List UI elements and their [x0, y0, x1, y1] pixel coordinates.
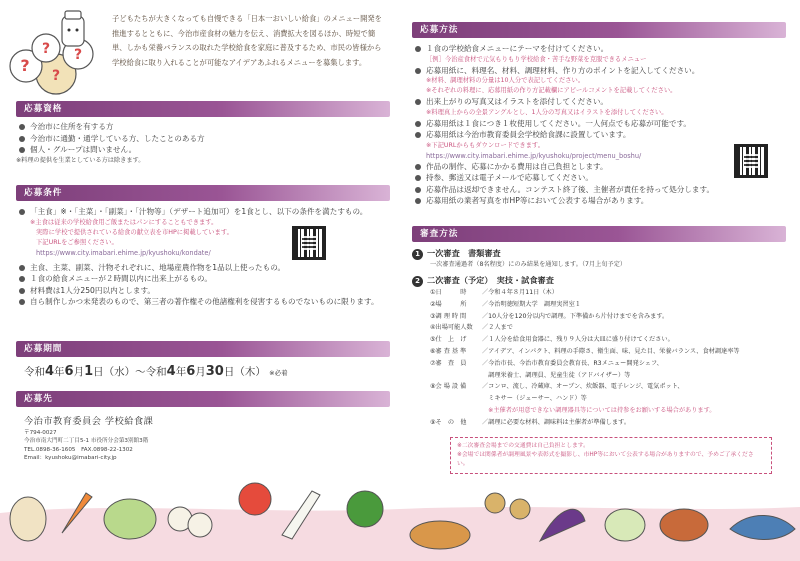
list-item: 持参、郵送又は電子メールで応募してください。: [412, 172, 786, 184]
review-notes-box: ※二次審査会場までの交通費は自己負担とします。 ※会場では関係者が調理風景や表彰式を撮影し、市HP等において公表する場合がありますので、予めご了承ください。: [450, 437, 772, 474]
list-item: 個人・グループは問いません。: [16, 144, 390, 156]
table-row: ⑨そ の 他 ／調理に必要な材料、調味料は主催者が準備します。: [430, 418, 631, 426]
list-item: １食の学校給食メニューにテーマを付けてください。 ［例］今治産食材で元気もりもり学校給食・苦手な野菜を克服できるメニュー: [412, 43, 786, 65]
list-item: 応募用紙に、料理名、材料、調理材料、作り方のポイントを記入してください。 ※材料、調理材料の分量は10人分で表記してください。 ※それぞれの料理に、応募用紙の作り方記載欄にアピールコメントを記載してください。: [412, 65, 786, 97]
menu-url-link[interactable]: https://www.city.imabari.ehime.jp/kyushoku/kondate/: [36, 248, 211, 257]
form-url-link[interactable]: https://www.city.imabari.ehime.jp/kyushoku/project/menu_boshu/: [426, 151, 642, 160]
conditions-note: 下記URLをご参照ください。: [36, 238, 118, 246]
review-section: [412, 247, 786, 429]
eligibility-note: ※料理の提供を生業としている方は除きます。: [16, 156, 145, 164]
review-step-1: 1 一次審査 書類審査: [412, 247, 786, 260]
qr-code-icon[interactable]: [292, 226, 326, 260]
table-row: ミキサー（ジューサー、ハンド）等: [482, 395, 587, 403]
list-item: 応募用紙は１食につき１枚使用してください。一人何点でも応募が可能です。: [412, 118, 786, 130]
table-row: ⑥審 査 基 準 ／アイデア、インパクト、料理の手際さ、衛生面、味、見た目、栄養バランス、食材調達率等: [430, 347, 740, 355]
list-item: 材料費は1人分250円以内とします。: [16, 285, 390, 297]
svg-text:?: ?: [20, 56, 30, 75]
svg-text:?: ?: [41, 41, 51, 57]
period-note: ※必着: [269, 369, 288, 377]
contact-phone: TEL.0898-36-1605 FAX.0898-22-1302: [24, 446, 133, 453]
intro-text: 子どもたちが大きくなっても自慢できる「日本一おいしい給食」のメニュー開発を推進するとともに、今治市産食材の魅力を伝え、消費拡大を図るほか、時短で簡単、しかも栄養バランスの取れた学校給食を家庭に普及するため、市民の皆様から学校給食に取り入れることが可能なアイデアあふれるメニューを募集します。: [112, 14, 382, 67]
contact-section: [24, 413, 398, 463]
table-row: ⑦審 査 員 ／今治市長、今治市教育委員会教育長、R3メニュー開発シェフ、: [430, 359, 663, 367]
mascot-illustration: [6, 8, 106, 96]
eligibility-header: 応募資格: [16, 101, 390, 117]
review-details: [412, 287, 786, 429]
conditions-section: [16, 206, 390, 308]
apply-header: 応募方法: [412, 22, 786, 38]
table-row: ①日 時 ／令和４年８月11日（木）: [430, 289, 558, 296]
table-row: ⑧会 場 設 備 ／コンロ、流し、冷蔵庫、オーブン、炊飯器、電子レンジ、電気ポット、: [430, 383, 684, 391]
svg-text:?: ?: [73, 47, 83, 63]
table-row: ④出場可能人数 ／２人まで: [430, 324, 513, 332]
list-item: 応募用紙の業者写真を市HP等において公表する場合があります。: [412, 195, 786, 207]
review-header: 審査方法: [412, 226, 786, 242]
table-row: 調理栄養士、調理員、児童生徒（アドバイザー）等: [482, 371, 631, 379]
qr-code-icon[interactable]: [734, 144, 768, 178]
table-row: ※主催者が用意できない調理器具等については持参をお願いする場合があります。: [482, 406, 716, 414]
contact-header: 応募先: [16, 391, 390, 407]
list-item: 応募作品は返却できません。コンテスト終了後、主催者が責任を持って処分します。: [412, 184, 786, 196]
conditions-note: 実際に学校で提供されている給食の献立表を市HPに掲載しています。: [36, 228, 233, 236]
svg-text:?: ?: [51, 68, 61, 84]
contact-org: 今治市教育委員会 学校給食課: [24, 416, 154, 427]
list-item: 出来上がりの写真又はイラストを添付してください。 ※料理真上からの全景アングルとし、1人分の写真又はイラストを添付してください。: [412, 96, 786, 118]
contact-email[interactable]: Email：kyushoku@imabari-city.jp: [24, 455, 117, 462]
list-item: 作品の制作、応募にかかる費用は自己負担とします。: [412, 161, 786, 173]
contact-address: 今治市南大門町二丁目5-1 市役所分会第3別館3階: [24, 438, 149, 445]
list-item: 主食、主菜、副菜、汁物それぞれに、地場産農作物を1品以上使ったもの。: [16, 262, 390, 274]
table-row: ③調 理 時 間 ／10人分を120分以内で調理。下準備から片付けまでを含みます。: [430, 312, 669, 320]
table-row: ⑤仕 上 げ ／１人分を給食用食器に、残り９人分は大皿に盛り付けてください。: [430, 336, 674, 344]
eligibility-section: [16, 121, 390, 166]
apply-section: [412, 43, 786, 207]
list-item: 今治市に通勤・通学している方、したことのある方: [16, 133, 390, 145]
period-header: 応募期間: [16, 341, 390, 357]
list-item: 自ら制作しかつ未発表のもので、第三者の著作権その他諸権利を侵害するものでないものに限ります。: [16, 296, 390, 308]
review-step-1-desc: 一次審査通過者（8名程度）にのみ結果を通知します。（7月上旬予定）: [430, 261, 627, 268]
list-item: 「主食」※・「主菜」・「副菜」・「汁物等」（デザート追加可）を1食とし、以下の条件を満たすもの。: [16, 206, 390, 218]
conditions-note: ※主食は従来の学校給食用ご飯またはパンにすることもできます。: [30, 218, 218, 226]
period-dates: 令和4年6月1日（水）〜令和4年6月30日（木） ※必着: [24, 364, 288, 379]
review-step-2: 2 二次審査（予定） 実技・試食審査: [412, 274, 786, 287]
conditions-header: 応募条件: [16, 185, 390, 201]
table-row: ②場 所 ／今治明徳短期大学 調理実習室１: [430, 300, 581, 308]
list-item: 今治市に住所を有する方: [16, 121, 390, 133]
list-item: 応募用紙は今治市教育委員会学校給食課に設置しています。 ※下記URLからもダウンロードできます。 https://www.city.imabari.ehime.jp/kyushoku/project/menu_boshu/: [412, 129, 786, 161]
vegetables-illustration: [0, 473, 800, 561]
list-item: １食の給食メニューが２時間以内に出来上がるもの。: [16, 273, 390, 285]
contact-zip: 〒794-0027: [24, 430, 57, 436]
